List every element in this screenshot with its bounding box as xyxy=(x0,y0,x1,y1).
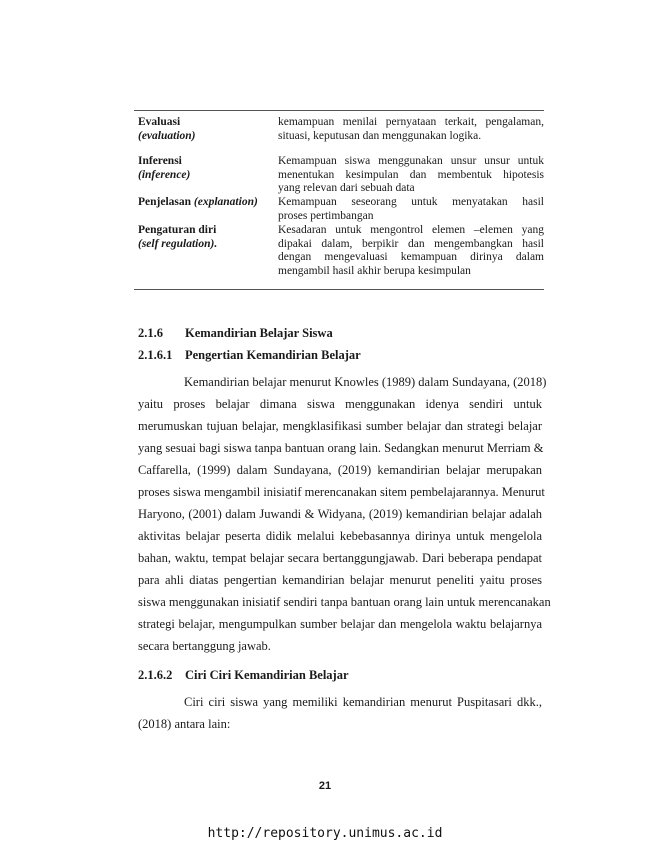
subsection-heading xyxy=(138,348,361,363)
term-english: (explanation) xyxy=(193,196,258,208)
definition-line: Kemampuan seseorang untuk menyatakan hasil xyxy=(278,196,544,208)
definition-line: Kemampuan siswa menggunakan unsur unsur untuk xyxy=(278,155,544,167)
table-top-border xyxy=(134,110,544,111)
paragraph-line: Ciri ciri siswa yang memiliki kemandirian menurut Puspitasari dkk., xyxy=(184,695,542,709)
table-definition xyxy=(278,196,544,223)
paragraph-line: secara bertanggung jawab. xyxy=(138,639,271,653)
table-term xyxy=(138,116,268,143)
section-title: Kemandirian Belajar Siswa xyxy=(185,326,333,340)
paragraph-line: bahan, waktu, tempat belajar secara bertanggungjawab. Dari beberapa pendapat xyxy=(138,551,542,565)
section-heading xyxy=(138,326,333,341)
page-number: 21 xyxy=(318,780,332,792)
term-label: Pengaturan diri xyxy=(138,224,217,236)
table-term xyxy=(138,196,268,210)
term-english: (evaluation) xyxy=(138,129,196,142)
definition-line: proses pertimbangan xyxy=(278,209,374,222)
definition-line: yang relevan dari sebuah data xyxy=(278,182,415,195)
definition-line: menentukan kesimpulan dan membentuk hipotesis xyxy=(278,168,544,181)
table-definition xyxy=(278,155,544,196)
paragraph-line: Haryono, (2001) dalam Juwandi & Widyana, (2019) kemandirian belajar adalah xyxy=(138,507,542,521)
paragraph-line: strategi belajar, mengumpulkan sumber belajar dan mengelola waktu belajarnya xyxy=(138,617,542,631)
subsection-title: Pengertian Kemandirian Belajar xyxy=(185,348,361,362)
definition-line: situasi, keputusan dan menggunakan logika. xyxy=(278,129,482,142)
table-bottom-border xyxy=(134,289,544,290)
definition-line: dipakai dalam, berpikir dan mengembangkan hasil xyxy=(278,237,544,250)
subsection-heading xyxy=(138,668,349,683)
definition-line: kemampuan menilai pernyataan terkait, pengalaman, xyxy=(278,116,544,128)
term-label: Inferensi xyxy=(138,155,182,167)
table-definition xyxy=(278,116,544,143)
paragraph-line: siswa menggunakan inisiatif sendiri tanpa bantuan orang lain untuk merencanakan xyxy=(138,595,551,609)
paragraph-line: merumuskan tujuan belajar, mengklasifikasi sumber belajar dan strategi belajar xyxy=(138,419,542,433)
term-english: (inference) xyxy=(138,168,191,181)
definition-line: dengan mengevaluasi kemampuan dirinya dalam xyxy=(278,251,544,264)
table-term xyxy=(138,224,268,251)
paragraph-line: yang sesuai bagi siswa tanpa bantuan orang lain. Sedangkan menurut Merriam & xyxy=(138,441,544,455)
definition-line: mengambil hasil akhir berupa kesimpulan xyxy=(278,264,471,277)
paragraph-line: Kemandirian belajar menurut Knowles (1989) dalam Sundayana, (2018) xyxy=(184,375,547,389)
paragraph-line: (2018) antara lain: xyxy=(138,717,231,731)
subsection-number: 2.1.6.1 xyxy=(138,348,173,362)
term-english: (self regulation). xyxy=(138,237,218,250)
term-label: Evaluasi xyxy=(138,116,181,128)
definition-line: Kesadaran untuk mengontrol elemen –elemen yang xyxy=(278,224,544,236)
subsection-number: 2.1.6.2 xyxy=(138,668,173,682)
table-term xyxy=(138,155,268,182)
table-definition xyxy=(278,224,544,278)
footer-url[interactable]: http://repository.unimus.ac.id xyxy=(207,826,443,841)
subsection-title: Ciri Ciri Kemandirian Belajar xyxy=(185,668,349,682)
paragraph-line: yaitu proses belajar dimana siswa menggunakan idenya sendiri untuk xyxy=(138,397,542,411)
paragraph-line: aktivitas belajar peserta didik melalui kebebasannya dirinya untuk mengelola xyxy=(138,529,542,543)
paragraph-line: para ahli diatas pengertian kemandirian belajar menurut peneliti yaitu proses xyxy=(138,573,542,587)
section-number: 2.1.6 xyxy=(138,326,163,340)
paragraph-line: proses siswa mengambil inisiatif merencanakan sitem pembelajarannya. Menurut xyxy=(138,485,545,499)
paragraph-line: Caffarella, (1999) dalam Sundayana, (2019) kemandirian belajar merupakan xyxy=(138,463,542,477)
term-label: Penjelasan xyxy=(138,196,192,208)
